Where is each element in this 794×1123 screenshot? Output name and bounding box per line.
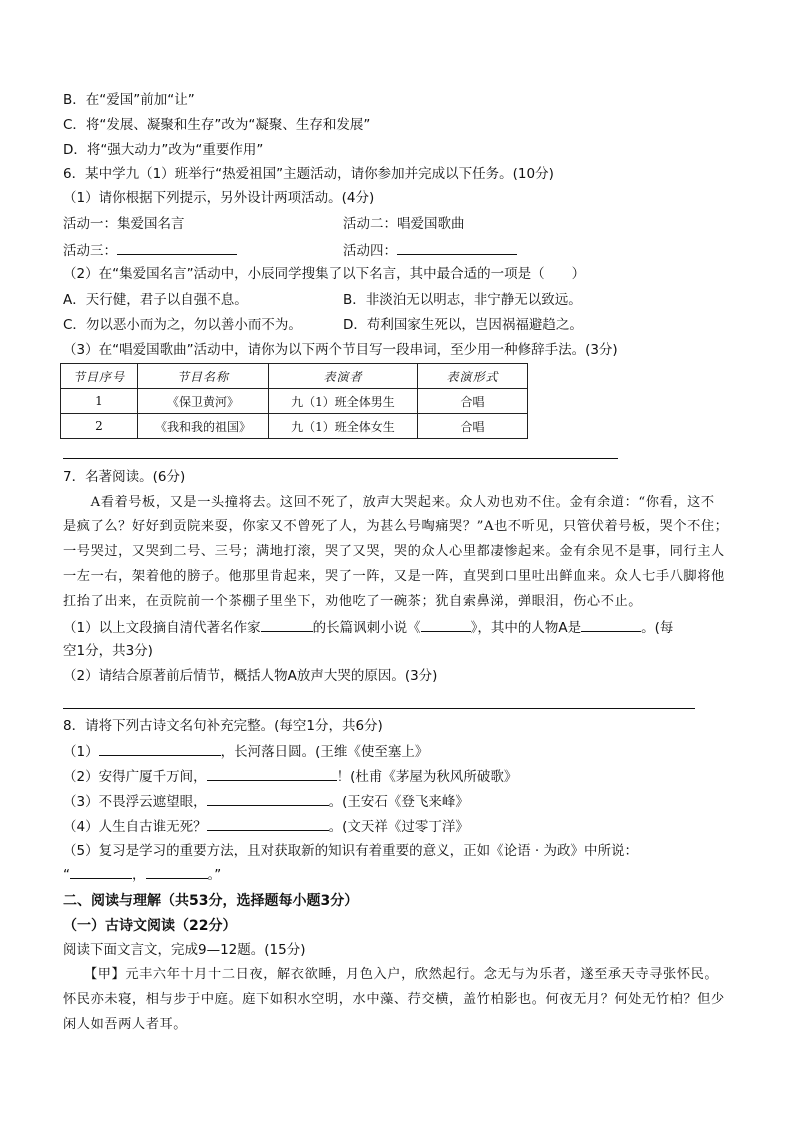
section-two-title: 二、阅读与理解（共53分，选择题每小题3分） (63, 893, 359, 909)
activity-four (343, 240, 517, 261)
q6-sub1: （1）请你根据下列提示，另外设计两项活动。(4分) (63, 190, 375, 206)
poem-blank[interactable] (207, 791, 329, 806)
q8-line1 (63, 741, 428, 762)
q8-text: （1） (63, 744, 99, 760)
q8-text: 。(王安石《登飞来峰》 (328, 794, 469, 810)
q8-line6 (63, 864, 221, 885)
activity-four-label: 活动四： (343, 243, 397, 259)
activity-three-label: 活动三： (63, 243, 117, 259)
q8-line2 (63, 766, 517, 787)
cell-form: 合唱 (418, 414, 528, 439)
cell-number: 1 (61, 389, 138, 414)
q6-sub3: （3）在“唱爱国歌曲”活动中，请你为以下两个节目写一段串词，至少用一种修辞手法。(3分) (63, 342, 618, 358)
q6-stem: 6．某中学九（1）班举行“热爱祖国”主题活动，请你参加并完成以下任务。(10分) (63, 166, 554, 182)
q7-passage-line: 扛抬了出来，在贡院前一个茶棚子里坐下，劝他吃了一碗茶；犹自索鼻涕，弹眼泪，伤心不止。 (63, 594, 643, 609)
q6-answer-line[interactable] (63, 458, 618, 459)
q7-stem: 7．名著阅读。(6分) (63, 469, 186, 485)
cell-form: 合唱 (418, 389, 528, 414)
q8-line4 (63, 816, 469, 837)
poem-blank[interactable] (146, 864, 208, 879)
q7-sub1-text: 》，其中的人物A是 (470, 620, 582, 636)
section-two-subtitle: （一）古诗文阅读（22分） (63, 918, 237, 934)
program-table (60, 363, 528, 439)
author-blank[interactable] (261, 617, 313, 632)
classical-passage-line: 闲人如吾两人者耳。 (63, 1017, 188, 1032)
q8-line5: （5）复习是学习的重要方法，且对获取新的知识有着重要的意义，正如《论语 · 为政》中所说： (63, 843, 638, 859)
q6-sub2: （2）在“集爱国名言”活动中，小辰同学搜集了以下名言，其中最合适的一项是（ ） (63, 266, 586, 282)
q8-text: 。(文天祥《过零丁洋》 (328, 819, 469, 835)
q7-passage-line: 一左一右，架着他的膀子。他那里肯起来，哭了一阵，又是一阵，直哭到口里吐出鲜血来。众人七手八脚将他 (63, 569, 725, 584)
novel-title-blank[interactable] (421, 617, 471, 632)
col-header-name: 节目名称 (138, 364, 269, 389)
cell-performer: 九（1）班全体男生 (269, 389, 418, 414)
q6-option-b: B．非淡泊无以明志，非宁静无以致远。 (343, 292, 582, 308)
q8-text: ，长河落日圆。(王维《使至塞上》 (220, 744, 429, 760)
q6-options-row1 (63, 290, 582, 310)
col-header-performer: 表演者 (269, 364, 418, 389)
q7-sub1-text: （1）以上文段摘自清代著名作家 (63, 620, 261, 636)
q7-sub1-text: 的长篇讽刺小说《 (312, 620, 421, 636)
poem-blank[interactable] (99, 741, 221, 756)
poem-blank[interactable] (207, 766, 337, 781)
poem-blank[interactable] (207, 816, 329, 831)
q7-answer-line[interactable] (63, 708, 695, 709)
q8-text: ！(杜甫《茅屋为秋风所破歌》 (336, 769, 518, 785)
col-header-number: 节目序号 (61, 364, 138, 389)
activity-three-blank[interactable] (117, 240, 237, 255)
activity-two: 活动二：唱爱国歌曲 (343, 216, 465, 232)
table-row (61, 389, 528, 414)
q7-sub2: （2）请结合原著前后情节，概括人物A放声大哭的原因。(3分) (63, 668, 438, 684)
classical-passage-line: 怀民亦未寝，相与步于中庭。庭下如积水空明，水中藻、荇交横，盖竹柏影也。何夜无月？何处无竹柏？但少 (63, 992, 725, 1007)
q7-sub1 (63, 617, 673, 638)
q5-option-b: B．在“爱国”前加“让” (63, 92, 195, 108)
q6-activity-row1 (63, 214, 465, 234)
q8-text: （3）不畏浮云遮望眼， (63, 794, 207, 810)
q7-passage-line: 是疯了么？好好到贡院来耍，你家又不曾死了人，为甚么号啕痛哭？”A也不听见，只管伏着号板，哭个不住； (63, 519, 729, 534)
cell-number: 2 (61, 414, 138, 439)
q8-text: （2）安得广厦千万间， (63, 769, 207, 785)
col-header-form: 表演形式 (418, 364, 528, 389)
q7-passage-line: A看着号板，又是一头撞将去。这回不死了，放声大哭起来。众人劝也劝不住。金有余道：“你看，这不 (63, 495, 715, 510)
program-table-header (61, 364, 528, 389)
section-two-intro: 阅读下面文言文，完成9—12题。(15分) (63, 942, 306, 958)
q6-option-a: A．天行健，君子以自强不息。 (63, 292, 248, 308)
q6-option-c: C．勿以恶小而为之，勿以善小而不为。 (63, 317, 302, 333)
classical-passage-line: 【甲】元丰六年十月十二日夜，解衣欲睡，月色入户，欣然起行。念无与为乐者，遂至承天寺寻张怀民。 (63, 967, 719, 982)
q6-option-d: D．苟利国家生死以，岂因祸福避趋之。 (343, 317, 583, 333)
activity-one: 活动一：集爱国名言 (63, 216, 185, 232)
q6-activity-row2 (63, 240, 397, 261)
q8-text: 。” (207, 867, 222, 883)
q8-text: （4）人生自古谁无死？ (63, 819, 207, 835)
cell-name: 《我和我的祖国》 (138, 414, 269, 439)
q8-text: ， (132, 867, 146, 883)
cell-performer: 九（1）班全体女生 (269, 414, 418, 439)
q5-option-d: D．将“强大动力”改为“重要作用” (63, 142, 264, 158)
q8-stem: 8．请将下列古诗文名句补充完整。(每空1分，共6分) (63, 718, 383, 734)
q7-passage-line: 一号哭过，又哭到二号、三号；满地打滚，哭了又哭，哭的众人心里都凄惨起来。金有余见不是事，同行主人 (63, 544, 725, 559)
q7-sub1-text: 。(每 (641, 620, 674, 636)
q5-option-c: C．将“发展、凝聚和生存”改为“凝聚、生存和发展” (63, 117, 371, 133)
q6-options-row2 (63, 315, 583, 335)
activity-four-blank[interactable] (397, 240, 517, 255)
q8-line3 (63, 791, 469, 812)
table-row (61, 414, 528, 439)
q8-text: “ (63, 867, 70, 883)
poem-blank[interactable] (70, 864, 132, 879)
cell-name: 《保卫黄河》 (138, 389, 269, 414)
character-blank[interactable] (581, 617, 641, 632)
q7-sub1-score: 空1分，共3分) (63, 643, 153, 659)
